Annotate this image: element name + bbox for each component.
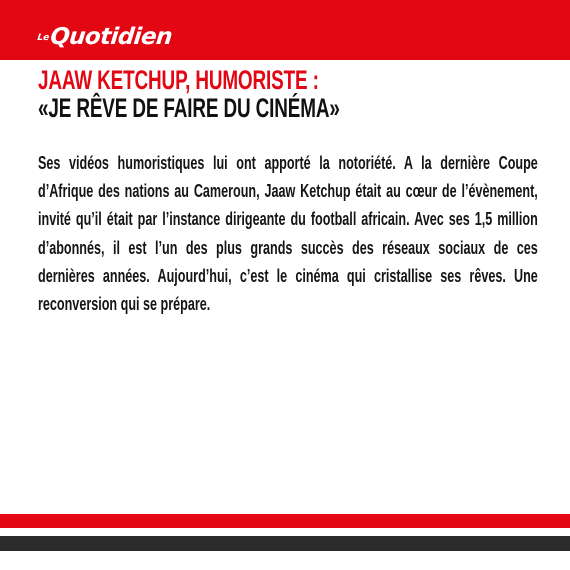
article-title — [38, 66, 340, 122]
logo-prefix: Le — [36, 33, 50, 43]
title-line-2: «JE RÊVE DE FAIRE DU CINÉMA» — [38, 93, 340, 123]
newspaper-logo — [36, 15, 174, 49]
title-line-1: JAAW KETCHUP, HUMORISTE : — [38, 65, 319, 95]
header-band — [0, 0, 570, 60]
bottom-red-band — [0, 514, 570, 528]
logo-name: Quotidien — [48, 24, 174, 50]
bottom-dark-band — [0, 536, 570, 551]
article-body: Ses vidéos humoristiques lui ont apporté la notoriété. A la dernière Coupe d’Afrique des nations au Cameroun, Jaaw Ketchup était au cœur de l’évènement, invité qu’il était par l’instance dirigeante du football africain. Avec ses 1,5 million d’abonnés, il est l’un des plus grands succès des réseaux sociaux de ces dernières années. Aujourd’hui, c’est le cinéma qui cristallise ses rêves. Une reconversion qui se prépare. — [38, 153, 538, 315]
